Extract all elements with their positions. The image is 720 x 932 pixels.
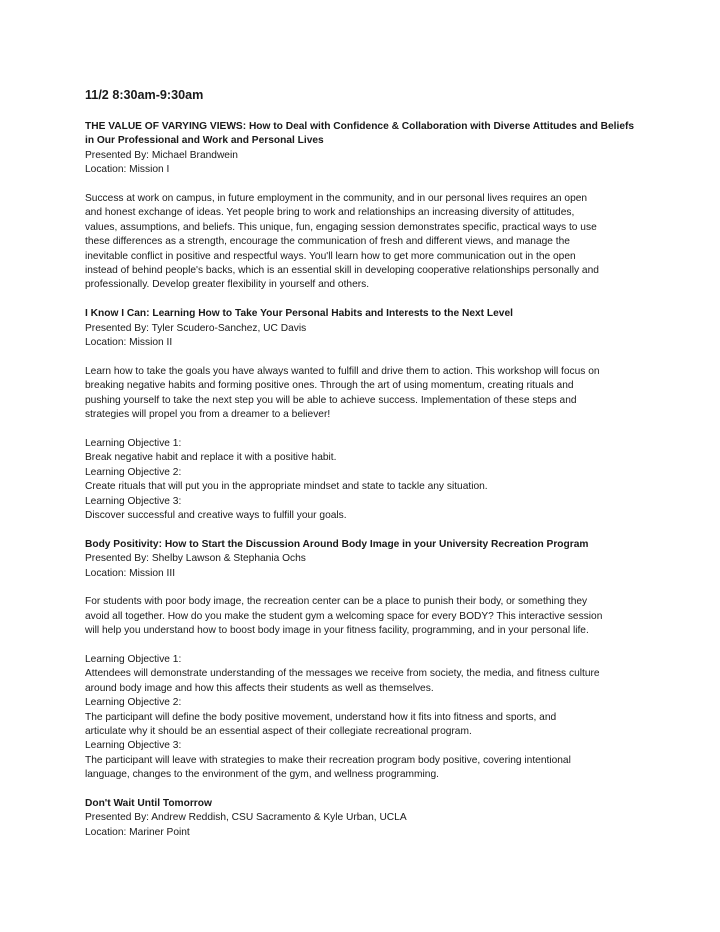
- objective-line: language, changes to the environment of the gym, and wellness programming.: [85, 769, 439, 781]
- description-line: strategies will propel you from a dreamer to a believer!: [85, 409, 331, 421]
- session-presenter: Presented By: Andrew Reddish, CSU Sacramento & Kyle Urban, UCLA: [85, 812, 407, 824]
- session-presenter: Presented By: Tyler Scudero-Sanchez, UC Davis: [85, 322, 307, 334]
- session-title: Body Positivity: How to Start the Discussion Around Body Image in your University Recreation Program: [85, 538, 589, 550]
- objective-line: Learning Objective 3:: [85, 495, 182, 507]
- description-line: For students with poor body image, the recreation center can be a place to punish their body, or something they: [85, 596, 588, 608]
- description-line: will help you understand how to boost body image in your fitness facility, programming, and in your personal life.: [85, 625, 589, 637]
- description-line: instead of behind people's backs, which is an essential skill in developing cooperative relationships personally and: [85, 265, 599, 277]
- description-line: professionally. Develop greater flexibility in yourself and others.: [85, 279, 370, 291]
- session-i-know-i-can: [85, 307, 660, 523]
- session-presenter: Presented By: Michael Brandwein: [85, 149, 238, 161]
- objective-line: Attendees will demonstrate understanding of the messages we receive from society, the media, and fitness culture: [85, 668, 600, 680]
- description-line: and honest exchange of ideas. Yet people bring to work and relationships an increasing diversity of attitudes,: [85, 207, 575, 219]
- objective-line: Learning Objective 1:: [85, 437, 182, 449]
- description-line: values, assumptions, and beliefs. This unique, fun, engaging session demonstrates specific, practical ways to use: [85, 221, 597, 233]
- session-body-positivity: [85, 538, 660, 783]
- session-title: Don't Wait Until Tomorrow: [85, 797, 212, 809]
- session-title: THE VALUE OF VARYING VIEWS: How to Deal with Confidence & Collaboration with Diverse Attitudes and Beliefs: [85, 121, 635, 132]
- session-value-of-varying-views: [85, 120, 660, 293]
- session-presenter: Presented By: Shelby Lawson & Stephania Ochs: [85, 553, 306, 565]
- description-line: Success at work on campus, in future employment in the community, and in our personal lives requires an open: [85, 193, 588, 205]
- objective-line: Create rituals that will put you in the appropriate mindset and state to tackle any situation.: [85, 481, 488, 493]
- objective-line: Discover successful and creative ways to fulfill your goals.: [85, 509, 347, 521]
- objective-line: articulate why it should be an essential aspect of their collegiate recreational program.: [85, 725, 472, 737]
- description-line: inevitable conflict in positive and respectful ways. You'll learn how to get more communication out in the open: [85, 250, 576, 262]
- objective-line: Learning Objective 1:: [85, 653, 182, 665]
- objective-line: Learning Objective 2:: [85, 466, 182, 478]
- session-location: Location: Mission III: [85, 567, 176, 579]
- session-title: in Our Professional and Work and Personal Lives: [85, 135, 324, 147]
- session-dont-wait-until-tomorrow: [85, 797, 660, 840]
- session-location: Location: Mariner Point: [85, 826, 190, 838]
- description-line: these differences as a strength, encourage the communication of fresh and different views, and manage the: [85, 236, 570, 248]
- objective-line: Learning Objective 3:: [85, 740, 182, 752]
- session-location: Location: Mission II: [85, 337, 173, 349]
- objective-line: The participant will define the body positive movement, understand how it fits into fitness and sports, and: [85, 711, 557, 723]
- objective-line: Learning Objective 2:: [85, 697, 182, 709]
- objective-line: Break negative habit and replace it with a positive habit.: [85, 452, 337, 464]
- date-heading: 11/2 8:30am-9:30am: [85, 88, 204, 102]
- session-location: Location: Mission I: [85, 164, 170, 176]
- objective-line: The participant will leave with strategies to make their recreation program body positive, covering intentional: [85, 754, 571, 766]
- description-line: Learn how to take the goals you have always wanted to fulfill and drive them to action. This workshop will focus on: [85, 365, 600, 377]
- description-line: breaking negative habits and forming positive ones. Through the art of using momentum, creating rituals and: [85, 380, 574, 392]
- description-line: avoid all together. How do you make the student gym a welcoming space for every BODY? This interactive session: [85, 610, 603, 622]
- session-title: I Know I Can: Learning How to Take Your Personal Habits and Interests to the Next Level: [85, 308, 513, 320]
- description-line: pushing yourself to take the next step you will be able to achieve success. Implementation of these steps and: [85, 394, 577, 406]
- objective-line: around body image and how this affects their students as well as themselves.: [85, 682, 434, 694]
